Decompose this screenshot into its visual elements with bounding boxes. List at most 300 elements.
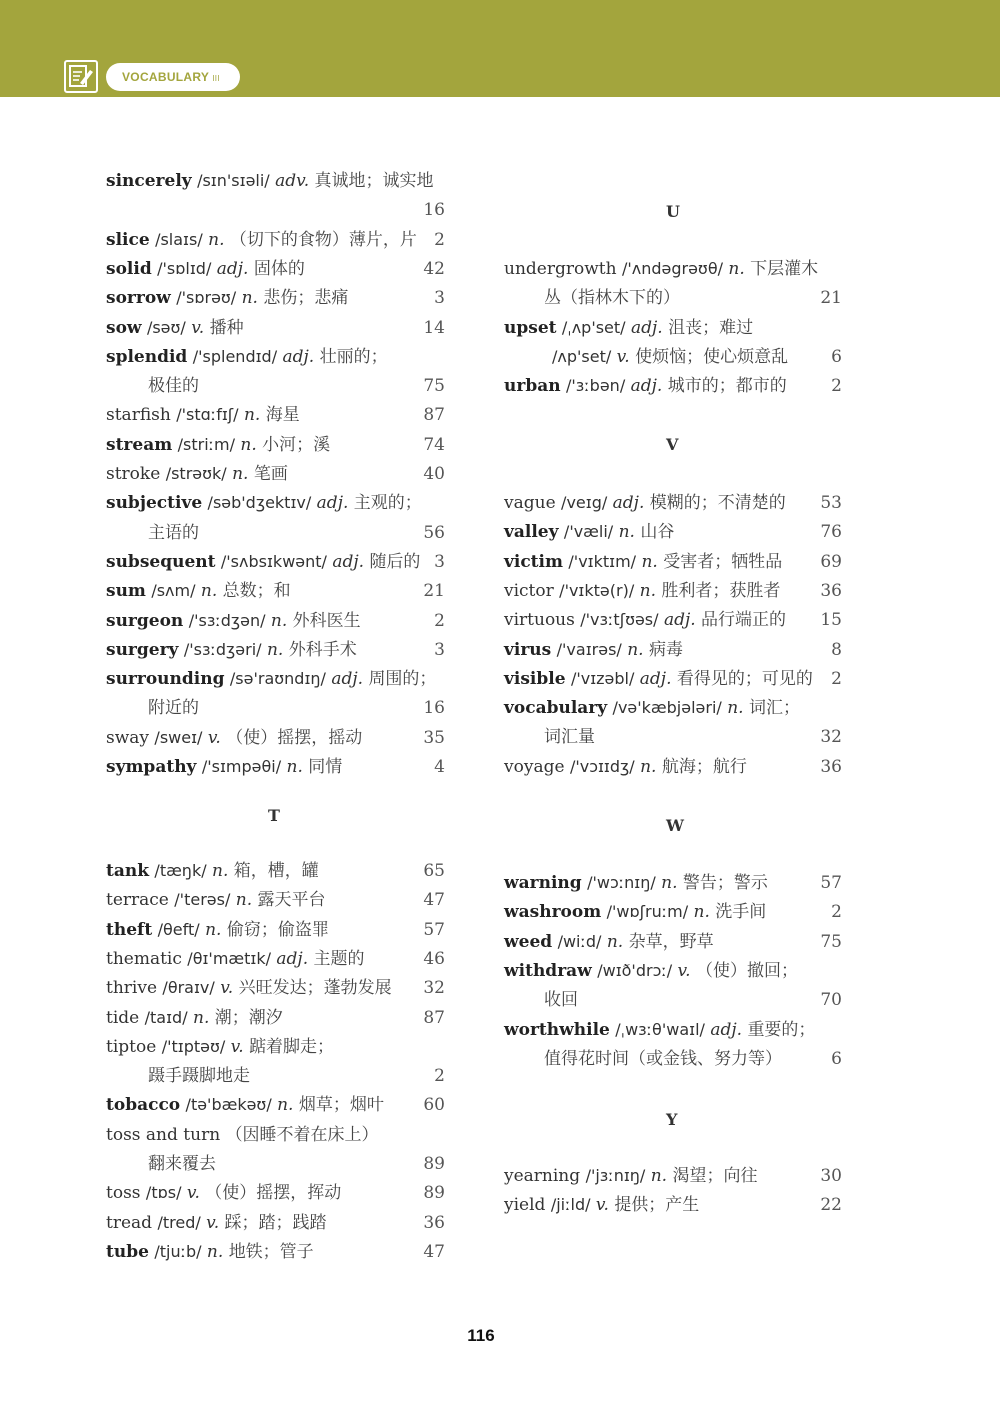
page-ref: 53 [820,493,842,513]
part-of-speech: n. [606,931,624,952]
headword: upset [504,317,557,338]
vocab-entry [106,1241,314,1263]
vocab-entry [504,521,674,543]
vocab-entry [106,258,305,280]
phonetic: /tjuːb/ [154,1241,202,1261]
vocab-entry [504,1019,815,1041]
phonetic: /'sʌbsɪkwənt/ [220,551,327,571]
part-of-speech: adj. [276,948,309,969]
vocab-entry [504,639,683,661]
headword: voyage [504,756,565,777]
definition: （切下的食物）薄片，片 [229,229,417,250]
phonetic: /və'kæbjələri/ [612,698,722,718]
part-of-speech: v. [191,317,205,338]
headword: victim [504,551,563,572]
phonetic: /'vɔɪɪdʒ/ [569,756,635,776]
part-of-speech: n. [693,902,710,923]
part-of-speech: n. [661,873,678,893]
definition: 海星 [265,405,300,426]
vocab-entry [504,1194,699,1216]
phonetic: /ʌp'set/ [552,346,612,366]
part-of-speech: n. [200,581,218,602]
definition-continued: 附近的 [148,698,199,719]
part-of-speech: n. [650,1166,668,1186]
vocab-entry [504,258,818,280]
part-of-speech: v. [220,978,234,999]
headword: stream [106,434,173,455]
definition: 提供；产生 [614,1195,700,1216]
phonetic: /'sɒrəʊ/ [176,288,237,308]
definition: （使）撤回； [695,960,798,981]
definition: 受害者；牺牲品 [663,551,783,572]
page-ref: 47 [423,890,445,911]
phonetic: /'sɜːdʒən/ [188,610,266,630]
part-of-speech: n. [243,405,261,426]
definition: 笔画 [253,464,288,484]
phonetic: /'ʌndəgrəʊθ/ [621,259,723,278]
definition: 警告；警示 [682,873,768,893]
definition: 踩；踏；践踏 [224,1212,327,1233]
definition: 主观的； [353,493,422,514]
headword: slice [106,229,150,250]
vocab-entry [106,580,291,602]
definition: 城市的；都市的 [667,376,787,397]
definition: 使烦恼；使心烦意乱 [635,346,789,367]
phonetic: /tɒs/ [145,1183,182,1203]
vocab-entry [106,346,388,368]
part-of-speech: n. [639,580,656,601]
headword: thematic [106,948,182,969]
definition: 箱，槽，罐 [233,861,319,881]
definition: 总数；和 [222,581,291,602]
section-letter: V [666,435,679,454]
definition: 洗手间 [715,902,767,923]
vocab-entry [106,860,319,882]
definition: 渴望；向往 [672,1166,758,1186]
phonetic: /tə'bækəʊ/ [185,1095,272,1115]
vocab-entry [106,756,342,778]
definition: 外科手术 [288,639,357,660]
headword: sway [106,727,150,748]
headword: warning [504,873,582,893]
part-of-speech: n. [193,1007,210,1028]
headword: thrive [106,978,158,999]
page-ref: 74 [423,434,445,455]
definition: 偷窃；偷盗罪 [226,919,329,940]
definition: 重要的； [747,1019,816,1040]
phonetic: /'tɪptəʊ/ [161,1036,226,1056]
page-ref: 3 [434,551,445,572]
section-letter: Y [666,1110,678,1129]
page-ref: 22 [820,1195,842,1216]
phonetic: /sweɪ/ [154,727,203,747]
headword: toss and turn [106,1124,221,1145]
section-letter: U [666,202,680,221]
headword: starfish [106,405,171,426]
page-ref: 75 [820,931,842,952]
definition: （因睡不着在床上） [225,1124,379,1145]
part-of-speech: n. [205,919,222,940]
page-ref: 2 [434,610,445,631]
headword: yearning [504,1166,581,1186]
page-ref: 2 [831,376,842,397]
part-of-speech: n. [277,1095,294,1116]
vocab-entry [504,375,787,397]
vocab-entry [106,727,362,749]
vocab-entry [552,346,788,368]
phonetic: /sə'raʊndɪŋ/ [229,669,326,689]
headword: visible [504,668,566,689]
headword: toss [106,1183,141,1204]
part-of-speech: v. [206,1212,220,1233]
headword: weed [504,931,553,952]
vocab-entry [106,668,436,690]
headword: tank [106,861,150,881]
vocab-entry [504,931,714,953]
page-ref: 3 [434,288,445,309]
vocab-entry [106,404,300,426]
vocab-entry [106,434,330,456]
definition: 沮丧；难过 [668,317,754,338]
part-of-speech: adj. [630,376,663,397]
vocab-entry [504,960,798,982]
definition: 航海；航行 [661,756,747,777]
phonetic: /'sɪmpəθi/ [201,757,282,776]
vocab-entry [106,287,348,309]
definition: 真诚地；诚实地 [314,171,434,191]
vocab-entry [106,170,434,192]
page-ref: 6 [831,346,842,367]
part-of-speech: n. [727,698,744,719]
phonetic: /'wɒʃruːm/ [606,902,689,922]
vocab-entry [106,551,420,573]
vocab-entry [504,551,782,573]
definition: 同情 [308,757,343,777]
part-of-speech: n. [618,522,635,543]
definition: 固体的 [253,258,305,279]
headword: subsequent [106,551,216,572]
headword: sow [106,317,142,338]
part-of-speech: n. [206,1241,224,1262]
page-ref: 6 [831,1048,842,1069]
phonetic: /'terəs/ [174,890,231,910]
definition: 小河；溪 [262,434,331,455]
headword: solid [106,258,152,279]
phonetic: /'stɑːfɪʃ/ [176,405,239,425]
phonetic: /striːm/ [177,434,235,454]
part-of-speech: n. [270,610,288,631]
section-letter: T [268,806,280,825]
part-of-speech: n. [212,861,229,881]
page-ref: 76 [820,522,842,543]
page-ref: 57 [820,873,842,893]
page-ref: 89 [423,1183,445,1204]
definition: 踮着脚走； [249,1036,335,1057]
phonetic: /veɪg/ [561,493,608,512]
page-ref: 35 [423,727,445,748]
page-ref: 87 [423,405,445,426]
page-ref: 32 [423,978,445,999]
part-of-speech: v. [207,727,221,748]
vocab-entry [106,948,365,970]
phonetic: /sʌm/ [151,581,196,601]
headword: valley [504,522,559,543]
vocab-entry [106,1212,327,1234]
vocab-entry [106,317,244,339]
part-of-speech: adj. [639,668,672,689]
page-ref: 36 [820,580,842,601]
headword: stroke [106,464,161,484]
phonetic: /'sɜːdʒəri/ [183,639,262,659]
headword: tobacco [106,1095,181,1116]
definition-continued: 丛（指林木下的） [544,288,680,309]
page-ref: 21 [423,581,445,602]
vocab-entry [106,639,357,661]
vocab-entry [106,492,422,514]
part-of-speech: v. [230,1036,244,1057]
headword: virtuous [504,610,575,631]
page-ref: 16 [423,200,445,221]
phonetic: /taɪd/ [144,1007,188,1027]
phonetic: /wiːd/ [557,931,602,951]
phonetic: /θeft/ [157,919,200,939]
phonetic: /θɪ'mætɪk/ [187,948,271,968]
section-letter: W [666,816,684,835]
part-of-speech: adj. [630,317,663,338]
definition: 山谷 [640,522,675,543]
definition: 露天平台 [257,890,326,911]
part-of-speech: adj. [282,346,315,367]
headword: washroom [504,902,602,923]
part-of-speech: n. [208,229,225,250]
definition: 胜利者；获胜者 [661,580,781,601]
page-ref: 8 [831,639,842,660]
vocab-entry [106,1007,283,1029]
phonetic: /'sɒlɪd/ [157,258,212,278]
definition-continued: 蹑手蹑脚地走 [148,1066,250,1087]
vocab-entry [504,901,766,923]
definition: 模糊的；不清楚的 [649,493,786,513]
page-ref: 36 [423,1212,445,1233]
part-of-speech: adv. [275,171,310,191]
vocab-entry [106,1036,334,1058]
phonetic: /sɪn'sɪəli/ [197,171,270,190]
phonetic: /tred/ [157,1212,201,1232]
phonetic: /'væli/ [563,522,614,542]
vocab-entry [106,1182,341,1204]
headword: yield [504,1195,546,1216]
definition-continued: 词汇量 [544,727,595,748]
headword: sincerely [106,171,192,191]
definition: 播种 [209,317,244,338]
headword: splendid [106,346,188,367]
page-ref: 60 [423,1095,445,1116]
phonetic: /ˌʌp'set/ [561,317,626,337]
definition: 潮；潮汐 [214,1007,283,1028]
phonetic: /jiːld/ [550,1195,591,1215]
part-of-speech: n. [241,288,258,309]
headword: sum [106,581,146,602]
part-of-speech: adj. [316,493,349,514]
phonetic: /θraɪv/ [162,978,215,998]
headword: tiptoe [106,1036,157,1057]
page-ref: 32 [820,727,842,748]
page-number: 116 [467,1326,495,1345]
vocab-entry [504,580,780,602]
definition: （使）摇摆，摇动 [226,727,363,748]
phonetic: /'vɪzəbl/ [570,668,635,688]
phonetic: /'wɔːnɪŋ/ [587,873,656,892]
vocab-entry [504,317,753,339]
page-ref: 89 [423,1154,445,1174]
page-ref: 36 [820,756,842,777]
definition: 看得见的；可见的 [676,668,813,689]
vocab-entry [106,610,361,632]
definition-continued: 极佳的 [148,376,199,397]
headword: tide [106,1007,140,1028]
definition: 主题的 [313,948,365,969]
vocab-entry [504,609,786,631]
definition: 下层灌木 [750,259,819,279]
vocab-entry [504,872,768,894]
page-ref: 87 [423,1007,445,1028]
definition: 兴旺发达；蓬勃发展 [238,978,392,999]
definition-continued: 主语的 [148,522,199,543]
part-of-speech: adj. [663,610,696,631]
definition-continued: 收回 [544,990,578,1011]
headword: tread [106,1212,153,1233]
part-of-speech: adj. [710,1019,743,1040]
definition: 地铁；管子 [228,1241,314,1262]
headword: subjective [106,493,203,514]
definition: 悲伤；悲痛 [263,288,349,309]
headword: surgery [106,639,179,660]
headword: worthwhile [504,1019,610,1040]
phonetic: /strəʊk/ [165,464,227,483]
definition: 烟草；烟叶 [298,1095,384,1116]
definition: 壮丽的； [319,346,388,367]
notebook-pencil-icon [64,60,98,93]
section-label: VOCABULARY III [106,63,240,91]
headword: vocabulary [504,698,608,719]
part-of-speech: v. [595,1195,609,1216]
page-ref: 3 [434,639,445,660]
phonetic: /'ɜːbən/ [565,376,626,396]
part-of-speech: v. [186,1183,200,1204]
headword: surgeon [106,610,184,631]
part-of-speech: n. [641,551,658,572]
part-of-speech: n. [232,464,249,484]
vocab-entry [106,463,288,485]
page-ref: 57 [423,919,445,940]
headword: tube [106,1241,149,1262]
definition: 词汇； [748,698,800,719]
headword: surrounding [106,669,225,690]
page-ref: 2 [831,902,842,923]
vocab-entry [504,697,800,719]
vocab-entry [504,756,747,778]
part-of-speech: adj. [216,258,249,279]
vocab-entry [106,977,392,999]
phonetic: /səb'dʒektɪv/ [207,493,312,513]
vocab-entry [106,919,329,941]
page-ref: 40 [423,464,445,484]
headword: victor [504,580,554,601]
part-of-speech: n. [266,639,284,660]
phonetic: /wɪð'drɔː/ [597,960,673,980]
page-ref: 16 [423,698,445,719]
vocab-entry [106,229,417,251]
page-ref: 46 [423,948,445,969]
definition: 杂草，野草 [628,931,714,952]
phonetic: /'vɪktɪm/ [568,551,637,571]
headword: terrace [106,890,169,911]
headword: undergrowth [504,259,617,279]
vocab-entry [504,492,786,514]
header-bar [0,0,1000,97]
phonetic: /'splendɪd/ [192,346,278,366]
phonetic: /tæŋk/ [154,861,207,880]
headword: vague [504,493,556,513]
part-of-speech: n. [286,757,303,777]
vocab-entry [504,1165,757,1187]
phonetic: /'vɜːtʃʊəs/ [580,610,659,630]
headword: theft [106,919,153,940]
page-ref: 65 [423,861,445,881]
vocab-entry [106,1094,384,1116]
page-ref: 70 [820,990,842,1011]
page-ref: 21 [820,288,842,309]
part-of-speech: n. [240,434,257,455]
headword: withdraw [504,960,592,981]
phonetic: /'jɜːnɪŋ/ [585,1166,646,1185]
part-of-speech: n. [728,259,745,279]
headword: virus [504,639,552,660]
part-of-speech: adj. [332,551,365,572]
page-ref: 30 [820,1166,842,1186]
page-ref: 47 [423,1241,445,1262]
phonetic: /'vaɪrəs/ [556,639,622,659]
definition: 品行端正的 [701,610,787,631]
page-ref: 4 [434,757,445,777]
part-of-speech: n. [235,890,253,911]
part-of-speech: adj. [331,669,364,690]
part-of-speech: adj. [612,493,645,513]
phonetic: /səʊ/ [146,317,186,337]
part-of-speech: v. [677,960,691,981]
definition-continued: 值得花时间（或金钱、努力等） [544,1048,782,1069]
definition: 病毒 [648,639,683,660]
vocab-entry [504,668,813,690]
definition: （使）摇摆，挥动 [205,1183,342,1204]
page-ref: 69 [820,551,842,572]
page-ref: 2 [434,229,445,250]
page-ref: 42 [423,258,445,279]
part-of-speech: v. [616,346,630,367]
page-ref: 15 [820,610,842,631]
definition: 随后的 [369,551,421,572]
page-ref: 56 [423,522,445,543]
page-ref: 75 [423,376,445,397]
phonetic: /slaɪs/ [155,229,203,249]
page-ref: 2 [434,1066,445,1087]
page-ref: 14 [423,317,445,338]
page-ref: 2 [831,668,842,689]
headword: sympathy [106,757,197,777]
phonetic: /ˌwɜːθ'waɪl/ [615,1019,705,1039]
phonetic: /'vɪktə(r)/ [559,580,635,600]
definition: 外科医生 [292,610,361,631]
